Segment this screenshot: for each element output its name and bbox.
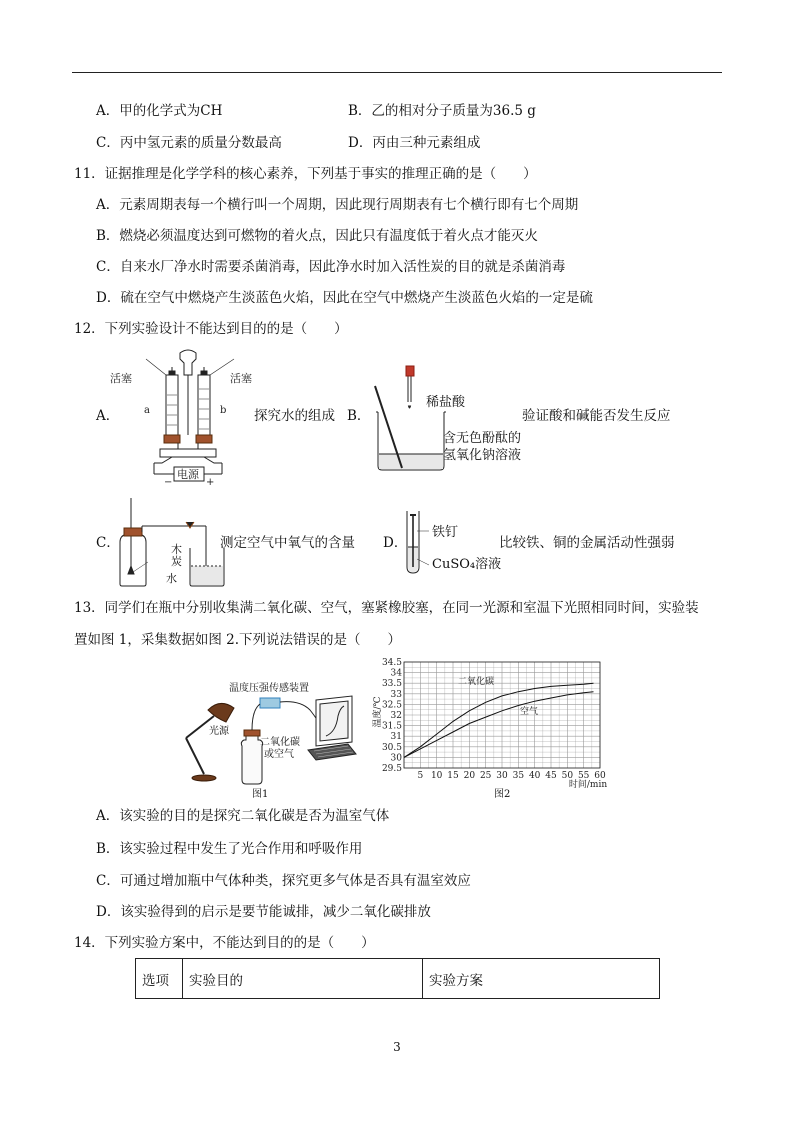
q12-d-description: 比较铁、铜的金属活动性强弱	[499, 535, 675, 551]
charcoal-label-line1: 木	[171, 543, 182, 556]
q12-d-letter: D．	[383, 535, 408, 551]
header-rule	[72, 72, 722, 73]
y-tick-label: 33	[390, 689, 402, 700]
figure-2-caption: 图2	[494, 789, 511, 800]
tube-b-label: b	[220, 405, 227, 416]
q11-stem: 11．证据推理是化学学科的核心素养，下列基于事实的推理正确的是（ ）	[74, 166, 537, 182]
chart-y-ticks	[382, 658, 402, 774]
y-tick-label: 34.5	[381, 658, 402, 668]
sensor-label: 温度压强传感装置	[229, 683, 309, 694]
temperature-chart-svg	[372, 656, 612, 792]
y-tick-label: 32	[390, 711, 402, 721]
q11-option-c: C．自来水厂净水时需要杀菌消毒，因此净水时加入活性炭的目的就是杀菌消毒	[96, 259, 566, 275]
q13-stem-line2: 置如图 1，采集数据如图 2.下列说法错误的是（ ）	[74, 632, 402, 648]
x-tick-label: 55	[577, 771, 590, 781]
y-tick-label: 29.5	[381, 764, 402, 774]
valve-right-label: 活塞	[230, 372, 252, 385]
q12-c-description: 测定空气中氧气的含量	[220, 535, 355, 551]
x-tick-label: 50	[561, 771, 574, 781]
y-tick-label: 30	[390, 753, 402, 764]
x-tick-label: 40	[528, 771, 541, 781]
x-tick-label: 60	[594, 771, 606, 781]
q13-stem-line1: 13．同学们在瓶中分别收集满二氧化碳、空气，塞紧橡胶塞，在同一光源和室温下光照相同时间，实验装	[74, 600, 699, 616]
table-header-row	[136, 959, 660, 999]
figure-1-caption: 图1	[252, 789, 269, 800]
power-source-label: 电源	[177, 468, 199, 481]
x-tick-label: 10	[430, 771, 443, 781]
electrolysis-apparatus-figure	[110, 345, 252, 488]
q12-a-description: 探究水的组成	[254, 408, 335, 424]
x-tick-label: 35	[512, 771, 525, 781]
y-tick-label: 30.5	[381, 742, 402, 753]
q10-option-a: A．甲的化学式为CH	[96, 103, 223, 119]
chart-series-co2-label: 二氧化碳	[458, 677, 495, 687]
water-label: 水	[166, 572, 177, 585]
y-tick-label: 34	[390, 668, 402, 679]
bottle-gas-label-line1: 二氧化碳	[260, 737, 300, 748]
positive-terminal-label: +	[206, 477, 215, 488]
y-tick-label: 32.5	[381, 700, 402, 711]
greenhouse-experiment-figure-1	[180, 680, 360, 792]
y-tick-label: 33.5	[381, 679, 402, 690]
copper-sulfate-label: CuSO₄溶液	[432, 557, 502, 572]
q12-b-letter: B．	[347, 408, 371, 424]
bottle-gas-label-line2: 或空气	[264, 749, 294, 760]
chart-x-axis-label: 时间/min	[568, 780, 608, 790]
x-tick-label: 5	[417, 771, 424, 781]
q13-option-d: D．该实验得到的启示是要节能诚排，减少二氧化碳排放	[96, 904, 431, 920]
series-line-air	[404, 692, 594, 758]
q14-stem: 14．下列实验方案中，不能达到目的的是（ ）	[74, 935, 375, 951]
iron-nail-test-tube-figure	[403, 509, 433, 577]
q11-option-b: B．燃烧必须温度达到可燃物的着火点，因此只有温度低于着火点才能灭火	[96, 228, 538, 244]
x-tick-label: 15	[447, 771, 459, 781]
y-tick-label: 31	[390, 732, 402, 743]
phenolphthalein-label-line1: 含无色酚酞的	[443, 431, 522, 446]
q11-option-a: A．元素周期表每一个横行叫一个周期，因此现行周期表有七个横行即有七个周期	[96, 197, 579, 213]
q12-c-letter: C．	[96, 535, 120, 551]
q13-option-c: C．可通过增加瓶中气体种类，探究更多气体是否具有温室效应	[96, 873, 471, 889]
phenolphthalein-label-line2: 氢氧化钠溶液	[443, 448, 522, 463]
q10-option-d: D．丙由三种元素组成	[348, 135, 481, 151]
charcoal-label-line2: 炭	[171, 555, 182, 568]
q10-option-b: B．乙的相对分子质量为36.5 g	[348, 103, 536, 119]
q10-option-c: C．丙中氢元素的质量分数最高	[96, 135, 282, 151]
negative-terminal-label: −	[164, 477, 173, 488]
light-source-label: 光源	[209, 726, 229, 737]
temperature-chart	[372, 656, 612, 792]
q13-option-b: B．该实验过程中发生了光合作用和呼吸作用	[96, 841, 363, 857]
table-header-purpose: 实验目的	[183, 959, 423, 999]
iron-nail-label: 铁钉	[432, 525, 459, 540]
y-tick-label: 31.5	[381, 721, 402, 732]
q12-a-letter: A．	[96, 408, 120, 424]
x-tick-label: 45	[545, 771, 557, 781]
q11-option-d: D．硫在空气中燃烧产生淡蓝色火焰，因此在空气中燃烧产生淡蓝色火焰的一定是硫	[96, 290, 593, 306]
table-header-scheme: 实验方案	[423, 959, 660, 999]
q12-b-description: 验证酸和碱能否发生反应	[522, 408, 671, 424]
table-header-option: 选项	[136, 959, 183, 999]
q13-option-a: A．该实验的目的是探究二氧化碳是否为温室气体	[96, 808, 390, 824]
tube-a-label: a	[144, 405, 150, 416]
q14-options-table	[135, 958, 660, 999]
chart-series-air-label: 空气	[520, 707, 539, 717]
valve-left-label: 活塞	[110, 372, 132, 385]
chart-y-axis-label: 温度/℃	[373, 696, 383, 728]
q12-stem: 12．下列实验设计不能达到目的的是（ ）	[74, 321, 348, 337]
x-tick-label: 20	[463, 771, 476, 781]
x-tick-label: 30	[496, 771, 508, 781]
acid-label: 稀盐酸	[426, 395, 466, 410]
page-number: 3	[393, 1040, 401, 1054]
x-tick-label: 25	[479, 771, 492, 781]
chart-grid	[404, 662, 600, 768]
